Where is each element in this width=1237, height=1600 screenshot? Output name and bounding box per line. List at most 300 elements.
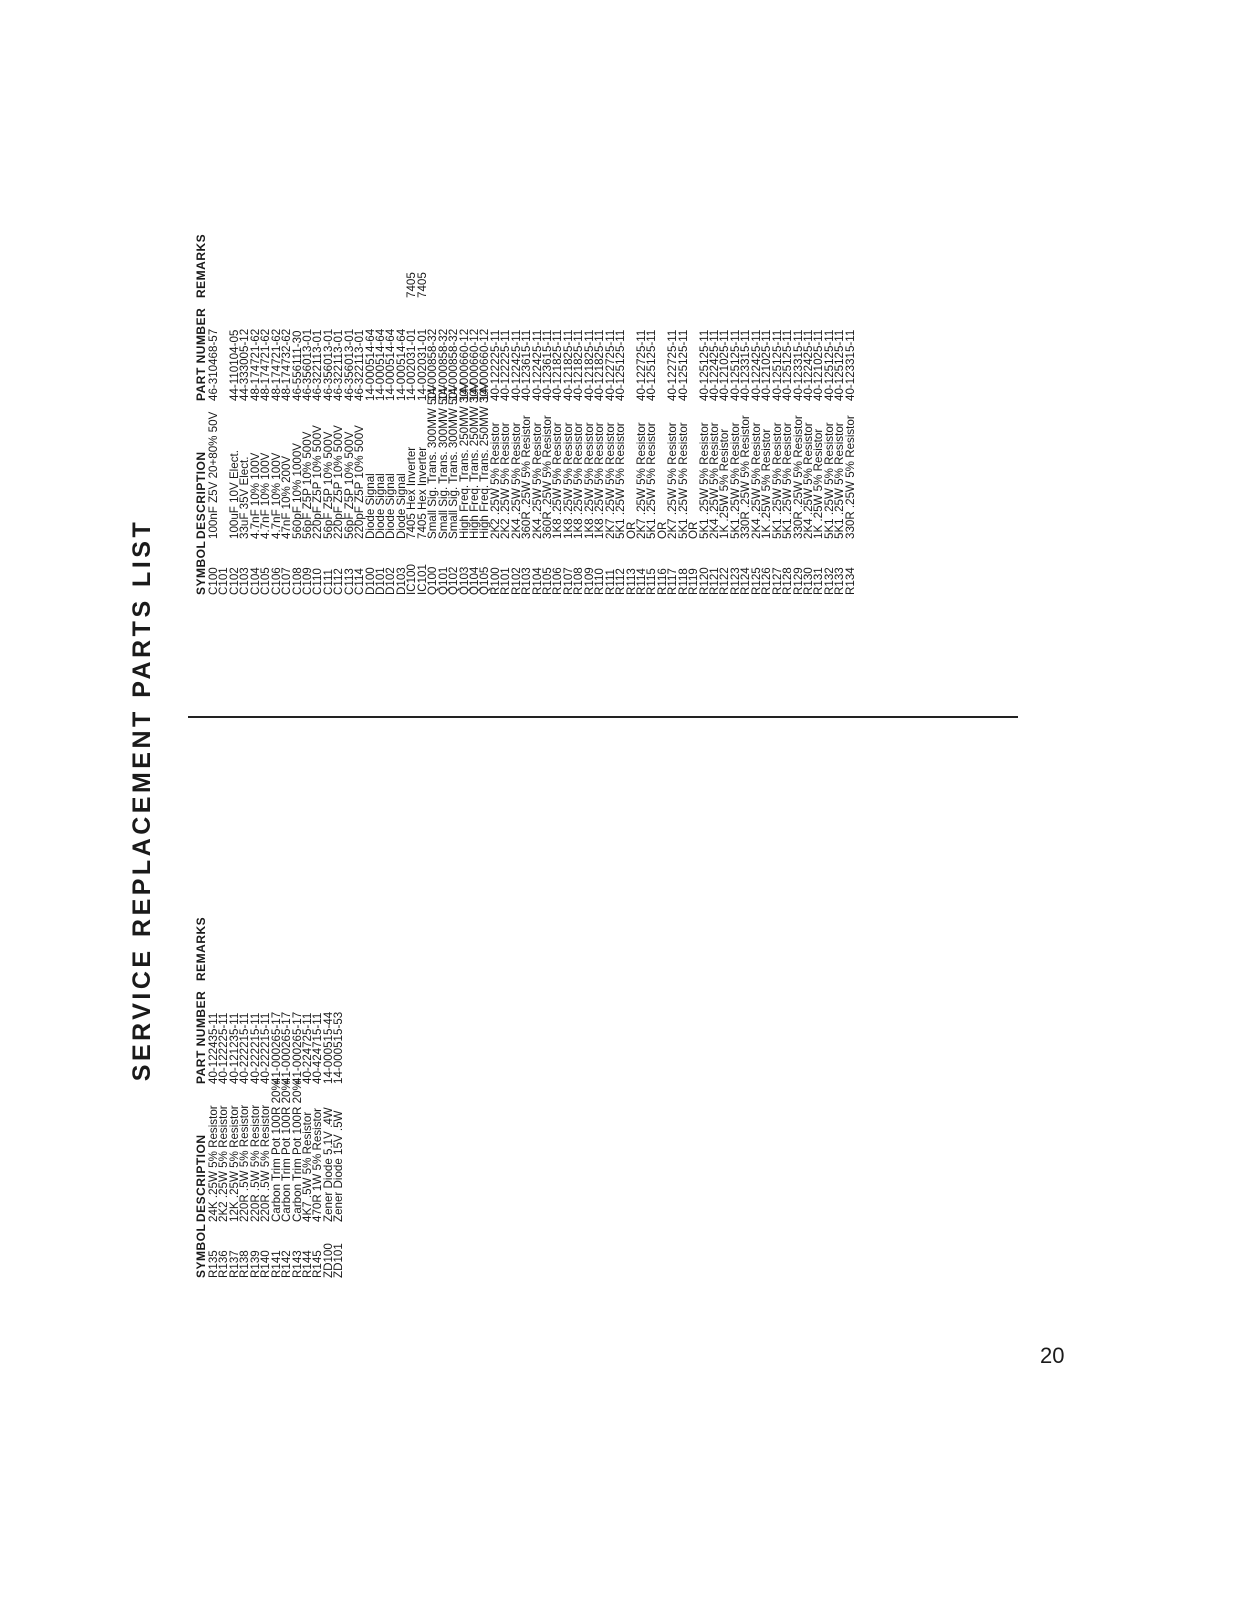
cell-remarks <box>553 198 563 298</box>
cell-part-number: 40-121825-11 <box>551 329 565 401</box>
cell-symbol: R132 <box>822 567 836 595</box>
cell-remarks <box>313 881 323 981</box>
cell-remarks <box>355 198 365 298</box>
header-remarks: REMARKS <box>194 916 208 981</box>
cell-description: OR <box>624 521 638 539</box>
cell-remarks <box>647 198 657 298</box>
cell-part-number: 46-356013-01 <box>342 328 356 401</box>
cell-description: 5K1 .25W 5% Resistor <box>770 422 784 539</box>
cell-part-number: 40-224725-11 <box>300 1012 314 1084</box>
cell-description: Carbon Trim Pot 100R 20% <box>269 1080 283 1222</box>
cell-remarks <box>282 198 292 298</box>
cell-symbol: C101 <box>217 567 231 595</box>
cell-symbol: Q100 <box>426 566 440 595</box>
cell-remarks <box>773 198 783 298</box>
cell-symbol: R119 <box>687 568 701 595</box>
cell-symbol: R121 <box>708 567 721 595</box>
cell-description: 5K1 .25W 5% Resistor <box>676 422 690 539</box>
cell-remarks <box>219 881 229 981</box>
cell-description: 220pF Z5P 10% 500V <box>332 425 346 539</box>
cell-description: 5K1 .25W 5% Resistor <box>781 422 795 539</box>
cell-part-number: 46-310468-57 <box>207 328 220 401</box>
cell-remarks <box>512 198 522 298</box>
cell-symbol: Q105 <box>478 566 492 595</box>
cell-description: Diode Signal <box>363 473 377 539</box>
cell-description: 1K8 .25W 5% Resistor <box>593 422 607 539</box>
cell-description: 1K8 .25W 5% Resistor <box>572 422 586 539</box>
cell-symbol: R102 <box>509 567 523 595</box>
cell-description: 4.7nF 10% 100V <box>269 452 283 539</box>
cell-remarks <box>491 198 501 298</box>
cell-part-number: 44-110104-05 <box>227 329 241 401</box>
cell-part-number: 40-122425-11 <box>530 329 544 401</box>
cell-remarks <box>480 198 490 298</box>
cell-remarks <box>334 198 344 298</box>
cell-symbol: D103 <box>394 567 408 595</box>
cell-part-number: 14-000858-32 <box>436 328 450 401</box>
cell-remarks <box>752 198 762 298</box>
cell-symbol: R141 <box>269 1250 283 1278</box>
cell-remarks <box>439 198 449 298</box>
cell-remarks: 7405 <box>415 272 429 298</box>
cell-part-number: 40-122435-11 <box>207 1012 220 1084</box>
cell-description: 220R .5W 5% Resistor <box>248 1104 262 1222</box>
page-number: 20 <box>1040 1343 1065 1368</box>
cell-part-number: 41-000265-17 <box>280 1011 294 1084</box>
cell-symbol: R138 <box>238 1250 252 1278</box>
cell-description: 100nF Z5V 20+80% 50V <box>207 411 220 539</box>
cell-remarks <box>606 198 616 298</box>
cell-symbol: R109 <box>582 567 596 595</box>
cell-remarks <box>543 198 553 298</box>
cell-remarks <box>303 198 313 298</box>
cell-remarks <box>219 198 229 298</box>
cell-remarks <box>627 198 637 298</box>
cell-symbol: C113 <box>342 568 356 595</box>
cell-part-number: 14-000514-64 <box>384 328 398 401</box>
cell-symbol: R129 <box>791 567 805 595</box>
page-title: SERVICE REPLACEMENT PARTS LIST <box>128 518 156 1082</box>
cell-description: 5K1 .25W 5% Resistor <box>833 422 847 539</box>
cell-remarks <box>595 198 605 298</box>
cell-remarks <box>240 198 250 298</box>
cell-part-number: 14-000858-32 <box>447 328 461 401</box>
cell-remarks <box>324 881 334 981</box>
cell-part-number: 40-122225-11 <box>499 329 513 401</box>
cell-part-number: 48-174721-62 <box>259 328 273 401</box>
cell-description: 100uF 10V Elect. <box>227 450 241 539</box>
cell-symbol: R128 <box>781 567 795 595</box>
cell-remarks <box>720 198 730 298</box>
cell-remarks <box>230 198 240 298</box>
cell-remarks <box>835 198 845 298</box>
cell-symbol: C114 <box>353 568 367 595</box>
cell-description: 7405 Hex Inverter <box>415 446 429 539</box>
cell-description: High Freq. Trans. 250MW 30V <box>478 382 492 539</box>
header-remarks: REMARKS <box>194 233 208 298</box>
cell-symbol: C110 <box>311 568 325 595</box>
cell-symbol: C109 <box>300 567 314 595</box>
cell-description: 220pF Z5P 10% 500V <box>311 425 325 539</box>
cell-symbol: R133 <box>833 567 847 595</box>
cell-symbol: C111 <box>321 569 335 595</box>
cell-description: High Freq. Trans. 250MW 30V <box>457 382 471 539</box>
cell-part-number: 46-556111-30 <box>290 330 304 401</box>
cell-remarks <box>324 198 334 298</box>
cell-description: Small Sig. Trans. 300MW 50V <box>447 384 461 539</box>
cell-symbol: R126 <box>760 567 774 595</box>
cell-remarks <box>460 198 470 298</box>
cell-description: Small Sig. Trans. 300MW 50V <box>436 384 450 539</box>
cell-part-number: 40-122225-11 <box>488 329 502 401</box>
cell-remarks <box>731 198 741 298</box>
cell-symbol: R125 <box>749 567 763 595</box>
cell-part-number: 14-000514-64 <box>394 328 408 401</box>
cell-remarks <box>616 198 626 298</box>
cell-remarks <box>261 198 271 298</box>
table-row <box>647 35 657 595</box>
cell-part-number: 14-002031-01 <box>415 328 429 401</box>
cell-part-number: 40-125125-11 <box>614 329 628 401</box>
table-row <box>209 35 219 595</box>
cell-part-number: 46-322113-01 <box>332 329 346 401</box>
cell-description: 220pF Z5P 10% 500V <box>353 425 367 539</box>
cell-description: 1K8 .25W 5% Resistor <box>561 422 575 539</box>
cell-remarks <box>679 198 689 298</box>
cell-description: 56pF Z5P 10% 500V <box>342 431 356 539</box>
cell-remarks <box>293 198 303 298</box>
cell-remarks <box>585 198 595 298</box>
cell-part-number: 46-322113-01 <box>353 329 367 401</box>
cell-part-number: 14-000514-64 <box>374 328 387 401</box>
cell-symbol: IC101 <box>415 564 429 595</box>
cell-part-number: 40-125125-11 <box>697 329 711 401</box>
cell-symbol: R137 <box>227 1250 241 1278</box>
cell-symbol: R142 <box>280 1250 294 1278</box>
cell-symbol: R139 <box>248 1250 262 1278</box>
cell-description: Carbon Trim Pot 100R 20% <box>290 1080 304 1222</box>
cell-remarks <box>658 198 668 298</box>
cell-remarks <box>700 198 710 298</box>
cell-description: Carbon Trim Pot 100R 20% <box>280 1080 294 1222</box>
cell-part-number: 40-125125-11 <box>645 329 659 401</box>
cell-part-number: 40-424715-11 <box>311 1012 325 1084</box>
cell-description: 1K8 .25W 5% Resistor <box>551 422 565 539</box>
cell-symbol: R100 <box>488 567 502 595</box>
cell-remarks <box>282 881 292 981</box>
cell-part-number: 40-121025-11 <box>760 329 774 401</box>
cell-remarks <box>334 881 344 981</box>
cell-description: 47nF 10% 200V <box>280 455 294 539</box>
cell-description: OR <box>655 521 669 539</box>
cell-description: High Freq. Trans. 250MW 30V <box>467 382 481 539</box>
cell-description: 1K .25W 5% Resistor <box>812 428 826 539</box>
cell-remarks: 7405 <box>405 272 419 298</box>
cell-remarks <box>522 198 532 298</box>
cell-remarks <box>574 198 584 298</box>
cell-part-number: 40-123315-11 <box>791 329 805 401</box>
cell-description: 33uF 35V Elect. <box>238 456 252 539</box>
cell-remarks <box>209 198 219 298</box>
cell-description: 5K1 .25W 5% Resistor <box>645 422 659 539</box>
cell-description: 2K4 .25W 5% Resistor <box>509 422 523 539</box>
cell-description: 2K4 .25W 5% Resistor <box>801 422 815 539</box>
cell-part-number: 41-000265-17 <box>269 1011 283 1084</box>
cell-description: 1K8 .25W 5% Resistor <box>582 422 596 539</box>
cell-description: 5K1 .25W 5% Resistor <box>697 422 711 539</box>
table-body-right <box>209 718 345 1278</box>
cell-part-number: 40-123615-11 <box>541 329 554 401</box>
cell-symbol: R118 <box>676 568 690 595</box>
cell-remarks <box>251 198 261 298</box>
cell-symbol: R140 <box>259 1250 273 1278</box>
cell-remarks <box>240 881 250 981</box>
cell-part-number: 46-356013-01 <box>321 328 335 401</box>
cell-part-number: 14-000858-32 <box>426 328 440 401</box>
cell-description: 24K .25W 5% Resistor <box>207 1105 220 1222</box>
cell-part-number: 46-322113-01 <box>311 329 325 401</box>
cell-part-number: 40-123315-11 <box>739 329 753 401</box>
cell-symbol: R116 <box>655 568 669 595</box>
cell-remarks <box>637 198 647 298</box>
cell-part-number: 40-125125-11 <box>728 329 742 401</box>
cell-symbol: Q103 <box>457 566 471 595</box>
cell-description: 1K .25W 5% Resistor <box>760 428 774 539</box>
cell-part-number: 14-000514-64 <box>363 328 377 401</box>
cell-symbol: R107 <box>561 567 575 595</box>
cell-part-number: 41-000265-17 <box>290 1011 304 1084</box>
table-row <box>334 718 344 1278</box>
cell-description: 2K7 .25W 5% Resistor <box>666 422 680 539</box>
cell-part-number: 40-125125-11 <box>833 329 847 401</box>
cell-description: 4.7nF 10% 100V <box>248 452 262 539</box>
cell-symbol: R108 <box>572 567 586 595</box>
cell-description: 5K1 .25W 5% Resistor <box>614 422 628 539</box>
cell-symbol: R117 <box>666 568 680 595</box>
cell-part-number: 40-121825-11 <box>582 329 596 401</box>
cell-part-number: 14-000660-12 <box>467 328 481 401</box>
cell-part-number: 48-174721-62 <box>248 328 262 401</box>
cell-description: 560pF 10% 1000V <box>290 442 304 539</box>
cell-description: 56pF Z5P 10% 500V <box>321 431 335 539</box>
cell-symbol: D102 <box>384 567 398 595</box>
cell-symbol: R110 <box>593 568 607 595</box>
cell-remarks <box>501 198 511 298</box>
header-part-number: PART NUMBER <box>194 307 208 401</box>
cell-symbol: ZD101 <box>332 1243 346 1278</box>
cell-remarks <box>825 198 835 298</box>
cell-remarks <box>428 198 438 298</box>
cell-remarks <box>261 881 271 981</box>
cell-description: 5K1 .25W 5% Resistor <box>728 422 742 539</box>
cell-part-number: 40-121025-11 <box>812 329 826 401</box>
cell-remarks <box>762 198 772 298</box>
cell-symbol: C106 <box>269 567 283 595</box>
cell-symbol: R130 <box>801 567 815 595</box>
cell-symbol: R144 <box>300 1250 314 1278</box>
cell-part-number: 40-122725-11 <box>634 329 648 401</box>
cell-symbol: R114 <box>634 568 648 595</box>
table-row <box>616 35 626 595</box>
table-body-left <box>209 35 856 595</box>
parts-table-right <box>196 718 345 1278</box>
cell-part-number: 40-123315-11 <box>843 329 857 401</box>
cell-part-number: 40-222215-11 <box>248 1012 262 1084</box>
cell-symbol: R101 <box>499 567 513 595</box>
cell-part-number: 40-123615-11 <box>520 329 534 401</box>
cell-symbol: C108 <box>290 567 304 595</box>
cell-part-number: 48-174721-62 <box>269 328 283 401</box>
cell-symbol: R112 <box>614 568 628 595</box>
header-description: DESCRIPTION <box>194 1134 208 1222</box>
header-description: DESCRIPTION <box>194 451 208 539</box>
header-symbol: SYMBOL <box>194 540 208 595</box>
cell-remarks <box>741 198 751 298</box>
cell-remarks <box>814 198 824 298</box>
cell-part-number: 40-222215-11 <box>259 1012 273 1084</box>
cell-part-number: 46-356013-01 <box>300 328 314 401</box>
cell-description: 4.7nF 10% 100V <box>259 452 273 539</box>
cell-symbol: R106 <box>551 567 565 595</box>
cell-part-number: 40-122425-11 <box>509 329 523 401</box>
cell-remarks <box>846 198 856 298</box>
cell-part-number: 14-000515-44 <box>321 1011 335 1084</box>
cell-symbol: R143 <box>290 1250 304 1278</box>
cell-part-number: 48-174732-62 <box>280 328 294 401</box>
cell-description: 360R .25W 5% Resistor <box>541 415 554 539</box>
cell-remarks <box>209 881 219 981</box>
cell-remarks <box>293 881 303 981</box>
cell-symbol: C105 <box>259 567 273 595</box>
cell-symbol: Q104 <box>467 566 481 595</box>
cell-symbol: R134 <box>843 567 857 595</box>
cell-description: 1K .25W 5% Resistor <box>718 428 732 539</box>
cell-part-number: 40-122425-11 <box>801 329 815 401</box>
cell-description: Zener Diode 5.1V .4W <box>321 1107 335 1222</box>
cell-description: 2K4 .25W 5% Resistor <box>708 422 721 539</box>
cell-remarks <box>251 881 261 981</box>
parts-table-left <box>196 35 856 595</box>
cell-symbol: R111 <box>603 569 617 595</box>
cell-symbol: C100 <box>207 567 220 595</box>
cell-remarks <box>783 198 793 298</box>
cell-remarks <box>668 198 678 298</box>
cell-description: 2K2 .25W 5% Resistor <box>488 422 502 539</box>
cell-description: Diode Signal <box>394 473 408 539</box>
cell-description: 2K2 .25W 5% Resistor <box>499 422 513 539</box>
cell-symbol: R120 <box>697 567 711 595</box>
cell-description: 330R .25W 5% Resistor <box>791 415 805 539</box>
cell-part-number: 14-000660-12 <box>478 328 492 401</box>
cell-symbol: R113 <box>624 568 638 595</box>
cell-symbol: IC100 <box>405 564 419 595</box>
cell-description: 220R .5W 5% Resistor <box>238 1104 252 1222</box>
cell-symbol: Q102 <box>447 566 461 595</box>
table-row <box>676 35 690 595</box>
cell-remarks <box>449 198 459 298</box>
cell-symbol: R135 <box>207 1250 220 1278</box>
cell-part-number: 44-333005-12 <box>238 328 252 401</box>
cell-description: 56pF Z5P 10% 500V <box>300 431 314 539</box>
header-symbol: SYMBOL <box>194 1223 208 1278</box>
cell-part-number: 40-121235-11 <box>227 1012 241 1084</box>
cell-remarks <box>345 198 355 298</box>
cell-part-number: 40-125125-11 <box>676 329 690 401</box>
cell-symbol: C102 <box>227 567 241 595</box>
cell-part-number: 40-222215-11 <box>238 1012 252 1084</box>
cell-remarks <box>794 198 804 298</box>
cell-part-number: 40-125125-11 <box>781 329 795 401</box>
cell-remarks <box>710 198 720 298</box>
cell-description: 2K4 .25W 5% Resistor <box>749 422 763 539</box>
cell-part-number: 40-125125-11 <box>822 329 836 401</box>
cell-remarks <box>272 881 282 981</box>
cell-remarks <box>564 198 574 298</box>
cell-description: 360R .25W 5% Resistor <box>520 415 534 539</box>
cell-symbol: C107 <box>280 567 294 595</box>
cell-symbol: D100 <box>363 567 377 595</box>
cell-description: 2K4 .25W 5% Resistor <box>530 422 544 539</box>
cell-part-number: 40-121825-11 <box>572 329 586 401</box>
cell-symbol: ZD100 <box>321 1243 335 1278</box>
cell-description: Diode Signal <box>374 473 387 539</box>
cell-remarks <box>386 198 396 298</box>
cell-description: 470R 1W 5% Resistor <box>311 1107 325 1222</box>
cell-symbol: D101 <box>374 567 387 595</box>
cell-part-number: 40-121825-11 <box>593 329 607 401</box>
cell-part-number: 40-121825-11 <box>561 329 575 401</box>
cell-part-number: 40-122425-11 <box>708 329 721 401</box>
cell-part-number: 40-122725-11 <box>666 329 680 401</box>
cell-part-number: 40-122425-11 <box>749 329 763 401</box>
cell-description: 2K7 .25W 5% Resistor <box>634 422 648 539</box>
cell-symbol: R127 <box>770 567 784 595</box>
cell-remarks <box>366 198 376 298</box>
cell-remarks <box>470 198 480 298</box>
cell-symbol: R122 <box>718 567 732 595</box>
cell-part-number: 40-121025-11 <box>718 329 732 401</box>
cell-description: 2K2 .25W 5% Resistor <box>217 1105 231 1222</box>
cell-symbol: R115 <box>645 568 659 595</box>
cell-symbol: R104 <box>530 567 544 595</box>
cell-symbol: R105 <box>541 567 554 595</box>
cell-remarks <box>533 198 543 298</box>
cell-description: Small Sig. Trans. 300MW 50V <box>426 384 440 539</box>
cell-symbol: R124 <box>739 567 753 595</box>
cell-description: 12K .25W 5% Resistor <box>227 1105 241 1222</box>
cell-symbol: R145 <box>311 1250 325 1278</box>
cell-description: 7405 Hex Inverter <box>405 446 419 539</box>
header-part-number: PART NUMBER <box>194 990 208 1084</box>
cell-symbol: C103 <box>238 567 252 595</box>
cell-symbol: R103 <box>520 567 534 595</box>
cell-remarks <box>313 198 323 298</box>
cell-description: OR <box>687 521 701 539</box>
cell-remarks <box>689 198 699 298</box>
cell-symbol: C104 <box>248 567 262 595</box>
cell-part-number: 40-125125-11 <box>770 329 784 401</box>
cell-part-number: 14-000515-53 <box>332 1011 346 1084</box>
cell-description: 330R .25W 5% Resistor <box>843 415 857 539</box>
cell-description: 220R .5W 5% Resistor <box>259 1104 273 1222</box>
cell-description: Zener Diode 15V .5W <box>332 1110 346 1222</box>
cell-description: 4K7 .5W 5% Resistor <box>300 1111 314 1222</box>
cell-remarks <box>303 881 313 981</box>
cell-symbol: R123 <box>728 567 742 595</box>
cell-part-number: 14-000660-12 <box>457 328 471 401</box>
cell-description: 5K1 .25W 5% Resistor <box>822 422 836 539</box>
cell-part-number: 40-122725-11 <box>603 329 617 401</box>
